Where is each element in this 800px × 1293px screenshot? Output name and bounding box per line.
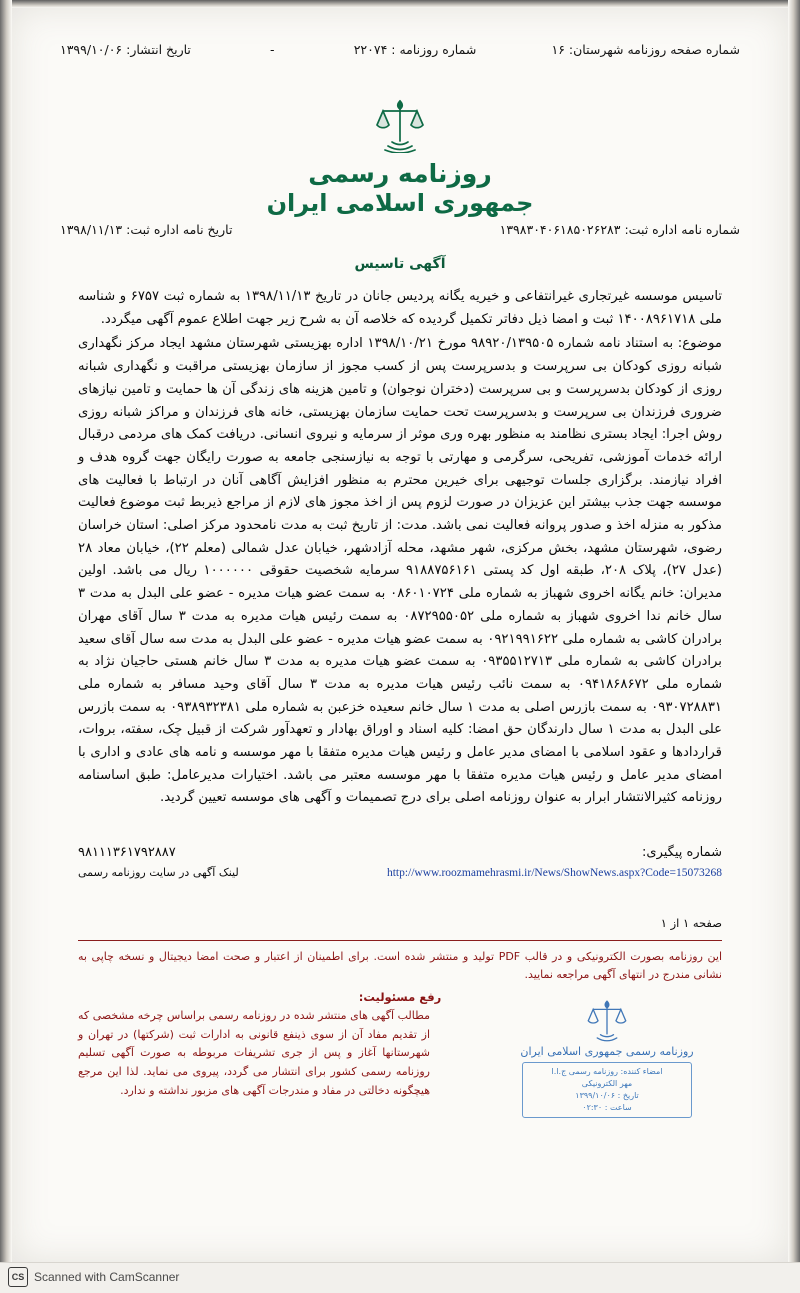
office-letter-date: تاریخ نامه اداره ثبت: ۱۳۹۸/۱۱/۱۳ — [60, 222, 233, 237]
notice-body — [78, 286, 722, 812]
tracking-row — [78, 845, 722, 860]
notice-title: آگهی تاسیس — [354, 256, 446, 272]
link-row — [78, 866, 722, 879]
notice-paragraph-2: موضوع: به استناد نامه شماره ۹۸۹۲۰/۱۳۹۵۰۵ مورخ ۱۳۹۸/۱۰/۲۱ اداره بهزیستی شهرستان مشهد ایجاد مرکز نگهداری شبانه روزی کودکان بی سرپرست و بدسرپرست پس از کسب مجوز از سازمان بهزیستی مراقبت و نگهداری شبانه روزی از کودکان بدسرپرست و بی سرپرست (دختران نوجوان) و تامین هزینه های زندگی آن ها حمایت و تامین نیازهای ضروری فرزندان بی سرپرست و بدسرپرست تحت حمایت سازمان بهزیستی، خانه های فرزندان و مراکز شبانه روزی روش اجرا: ایجاد بستری نظامند به منظور بهره وری موثر از سرمایه و نیروی انسانی. دریافت کمک های مردمی درقبال ارائه خدمات آموزشی، تفریحی، سرگرمی و مهارتی با توجه به نیازسنجی جامعه به صورت رایگان جهت گروه هدف و افراد نیازمند. برگزاری جلسات توجیهی برای خیرین محترم به منظور افزایش آگاهی آنان در ارتباط با فعالیت های موسسه جهت جذب بیشتر این عزیزان در صورت لزوم پس از اخذ مجوز های لازم از مراجع ذیربط ثبت موضوع فعالیت مذکور به منزله اخذ و صدور پروانه فعالیت نمی باشد. مدت: از تاریخ ثبت به مدت نامحدود مرکز اصلی: استان خراسان رضوی، شهرستان مشهد، بخش مرکزی، شهر مشهد، محله آزادشهر، خیابان عدل شمالی (معلم ۲۲)، خیابان معاد ۲۸ (عدل ۲۷)، پلاک ۲۰۸، طبقه اول کد پستی ۹۱۸۸۷۵۶۱۶۱ سرمایه شخصیت حقوقی ۱۰۰۰۰۰۰ ریال می باشد. اولین مدیران: خانم یگانه اخروی شهباز به شماره ملی ۰۸۶۰۱۰۷۲۴ به سمت عضو هیات مدیره - عضو علی البدل به مدت ۳ سال خانم ندا اخروی شهباز به شماره ملی ۰۸۷۲۹۵۵۰۵۲ به سمت رئیس هیات مدیره به مدت ۳ سال آقای مهران برادران کاشی به شماره ملی ۰۹۲۱۹۹۱۶۲۲ به سمت عضو هیات مدیره - عضو علی البدل به مدت سه سال آقای سعید برادران کاشی به شماره ملی ۰۹۳۵۵۱۲۷۱۳ به سمت عضو هیات مدیره به مدت ۳ سال خانم هستی حاجیان نژاد به شماره ملی ۰۹۴۱۸۶۸۶۷۲ به سمت نائب رئیس هیات مدیره به مدت ۳ سال آقای وحید مسافر به شماره ملی ۰۹۳۰۷۲۸۸۳۱ به سمت بازرس اصلی به مدت ۱ سال خانم سعیده خزعبن به شماره ملی ۰۹۳۸۹۳۲۳۸۱ به سمت بازرس علی البدل به مدت ۱ سال دارندگان حق امضا: کلیه اسناد و اوراق بهادار و تعهدآور شرکت از قبیل چک، سفته، بروات، قراردادها و عقود اسلامی با امضای مدیر عامل و رئیس هیات مدیره متفقا با مهر موسسه و نامه های عادی و اداری با امضای مدیر عامل و رئیس هیات مدیره متفقا با مهر موسسه معتبر می باشد. اختیارات مدیرعامل: طبق اساسنامه روزنامه کثیرالانتشار ابرار به عنوان روزنامه اصلی برای درج تصمیمات و آگهی های موسسه تعیین گردید. — [78, 336, 723, 806]
responsibility-title: رفع مسئولیت: — [358, 990, 442, 1004]
seal-judiciary-scales-icon — [585, 996, 629, 1044]
official-notice-link[interactable]: http://www.roozmamehrasmi.ir/News/ShowNews.aspx?Code=15073268 — [386, 866, 722, 879]
notice-paragraph-1: تاسیس موسسه غیرتجاری غیرانتفاعی و خیریه یگانه پردیس جانان در تاریخ ۱۳۹۸/۱۱/۱۳ به شماره ثبت ۶۷۵۷ و شناسه ملی ۱۴۰۰۸۹۶۱۷۱۸ ثبت و امضا ذیل دفاتر تکمیل گردیده که خلاصه آن به شرح زیر جهت اطلاع عموم آگهی میگردد. — [78, 289, 723, 327]
camscanner-watermark — [8, 1267, 179, 1287]
tracking-number: ۹۸۱۱۱۳۶۱۷۹۲۸۸۷ — [78, 845, 176, 860]
scan-edge-top — [0, 0, 800, 8]
seal-details-box — [522, 1062, 692, 1118]
seal-type: مهر الکترونیکی — [581, 1079, 633, 1088]
judiciary-scales-emblem — [373, 95, 427, 153]
footer-disclaimer: این روزنامه بصورت الکترونیکی و در قالب PDF تولید و منتشر شده است. برای اطمینان از اعتبار و صحت امضا دیجیتال و نسخه چاپی به نشانی مندرج در انتهای آگهی مراجعه نمایید. — [78, 950, 723, 982]
masthead-subtitle: جمهوری اسلامی ایران — [266, 188, 534, 217]
seal-organization: روزنامه رسمی جمهوری اسلامی ایران — [520, 1045, 694, 1058]
seal-signer: امضاء کننده: روزنامه رسمی ج.ا.ا — [551, 1067, 663, 1076]
seal-date: تاریخ : ۱۳۹۹/۱۰/۰۶ — [575, 1091, 639, 1100]
header-separator: - — [270, 42, 275, 57]
office-letter-number: شماره نامه اداره ثبت: ۱۳۹۸۳۰۴۰۶۱۸۵۰۲۶۲۸۳ — [499, 222, 740, 237]
camscanner-text: Scanned with CamScanner — [34, 1270, 180, 1284]
document-header-row — [60, 42, 740, 57]
responsibility-body: مطالب آگهی های منتشر شده در روزنامه رسمی براساس چرخه مشخصی که از تقدیم مفاد آن از سوی ذینفع قانونی به ادارات ثبت (شرکتها) در تهران و شهرستانها آغاز و پس از جری تشریفات مربوطه به صورت آگهی تسلیم روزنامه رسمی کشور برای انتشار می گردد، پیروی می نماید. لذا این مرجع هیچگونه دخالتی در مفاد و مندرجات آگهی های مزبور نداشته و ندارد. — [78, 1009, 430, 1097]
registration-row — [60, 222, 740, 237]
masthead — [0, 95, 800, 217]
link-caption: لینک آگهی در سایت روزنامه رسمی — [78, 866, 239, 879]
footer-divider — [78, 940, 722, 941]
camscanner-badge-icon: CS — [8, 1267, 28, 1287]
city-page-number: شماره صفحه روزنامه شهرستان: ۱۶ — [551, 42, 740, 57]
digital-seal — [492, 996, 722, 1131]
tracking-label: شماره پیگیری: — [642, 845, 722, 860]
page-count: صفحه ۱ از ۱ — [660, 916, 722, 930]
masthead-title: روزنامه رسمی — [308, 159, 492, 188]
newspaper-number: شماره روزنامه : ۲۲۰۷۴ — [353, 42, 477, 57]
publish-date: تاریخ انتشار: ۱۳۹۹/۱۰/۰۶ — [60, 42, 191, 57]
seal-time: ساعت : ۰۲:۳۰ — [582, 1103, 632, 1112]
